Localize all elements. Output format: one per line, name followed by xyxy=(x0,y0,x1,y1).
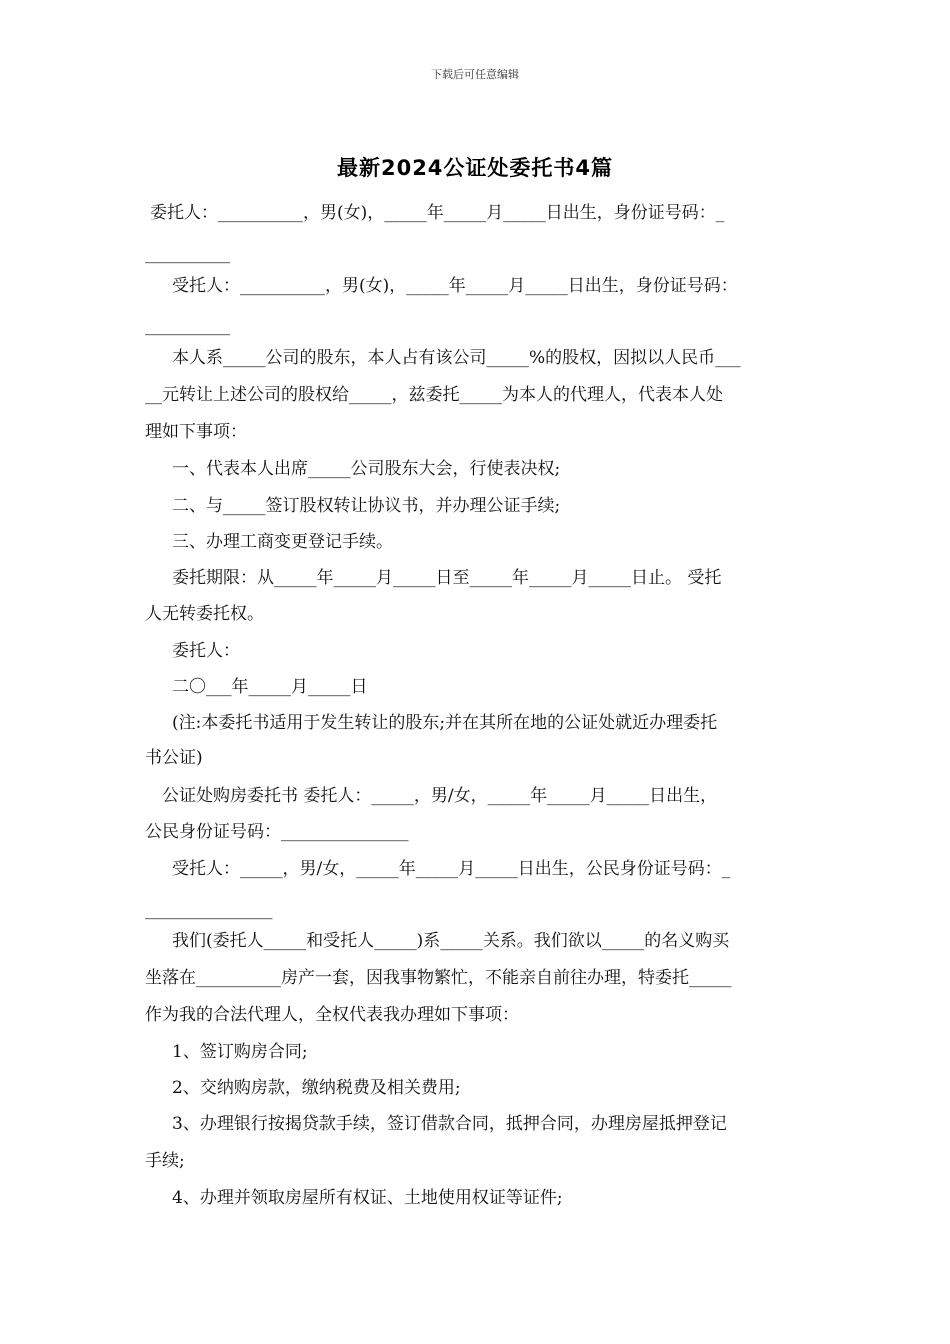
paragraph-line: 3、办理银行按揭贷款手续，签订借款合同，抵押合同，办理房屋抵押登记 xyxy=(172,1114,727,1134)
paragraph-line: __________ xyxy=(145,244,230,264)
paragraph-line: _______________ xyxy=(145,900,273,920)
paragraph-line: 一、代表本人出席_____公司股东大会，行使表决权; xyxy=(172,459,561,479)
paragraph-line: 坐落在__________房产一套，因我事物繁忙，不能亲自前往办理，特委托_____ xyxy=(145,968,732,988)
paragraph-line: 受托人：_____，男/女，_____年_____月_____日出生，公民身份证号码：_ xyxy=(172,859,731,879)
paragraph-line: 理如下事项： xyxy=(145,422,247,442)
paragraph-line: __元转让上述公司的股权给_____，兹委托_____为本人的代理人，代表本人处 xyxy=(145,385,723,405)
paragraph-line: 手续; xyxy=(145,1151,185,1171)
paragraph-line: (注:本委托书适用于发生转让的股东;并在其所在地的公证处就近办理委托 xyxy=(172,713,718,733)
paragraph-line: 2、交纳购房款，缴纳税费及相关费用; xyxy=(172,1078,461,1098)
paragraph-line: __________ xyxy=(145,316,230,336)
document-title: 最新2024公证处委托书4篇 xyxy=(336,156,614,180)
paragraph-line: 我们(委托人_____和受托人_____)系_____关系。我们欲以_____的名义购买 xyxy=(172,931,730,951)
paragraph-line: 二〇___年_____月_____日 xyxy=(172,677,368,697)
paragraph-line: 委托人：__________，男(女)，_____年_____月_____日出生，身份证号码：_ xyxy=(150,203,725,223)
paragraph-line: 公民身份证号码：_______________ xyxy=(145,822,409,842)
paragraph-line: 人无转委托权。 xyxy=(145,604,264,624)
paragraph-line: 本人系_____公司的股东，本人占有该公司_____%的股权，因拟以人民币___ xyxy=(172,348,741,368)
paragraph-line: 委托人： xyxy=(172,641,240,661)
paragraph-line: 公证处购房委托书 委托人：_____，男/女，_____年_____月_____日出生， xyxy=(162,786,718,806)
header-note: 下载后可任意编辑 xyxy=(431,68,519,81)
paragraph-line: 受托人：__________，男(女)，_____年_____月_____日出生，身份证号码： xyxy=(172,276,738,296)
paragraph-line: 1、签订购房合同; xyxy=(172,1042,308,1062)
paragraph-line: 三、办理工商变更登记手续。 xyxy=(172,532,393,552)
paragraph-line: 作为我的合法代理人，全权代表我办理如下事项： xyxy=(145,1005,519,1025)
paragraph-line: 二、与_____签订股权转让协议书，并办理公证手续; xyxy=(172,496,561,516)
paragraph-line: 委托期限：从_____年_____月_____日至_____年_____月_____日止。 受托 xyxy=(172,568,722,588)
paragraph-line: 书公证) xyxy=(145,748,203,768)
paragraph-line: 4、办理并领取房屋所有权证、土地使用权证等证件; xyxy=(172,1188,563,1208)
